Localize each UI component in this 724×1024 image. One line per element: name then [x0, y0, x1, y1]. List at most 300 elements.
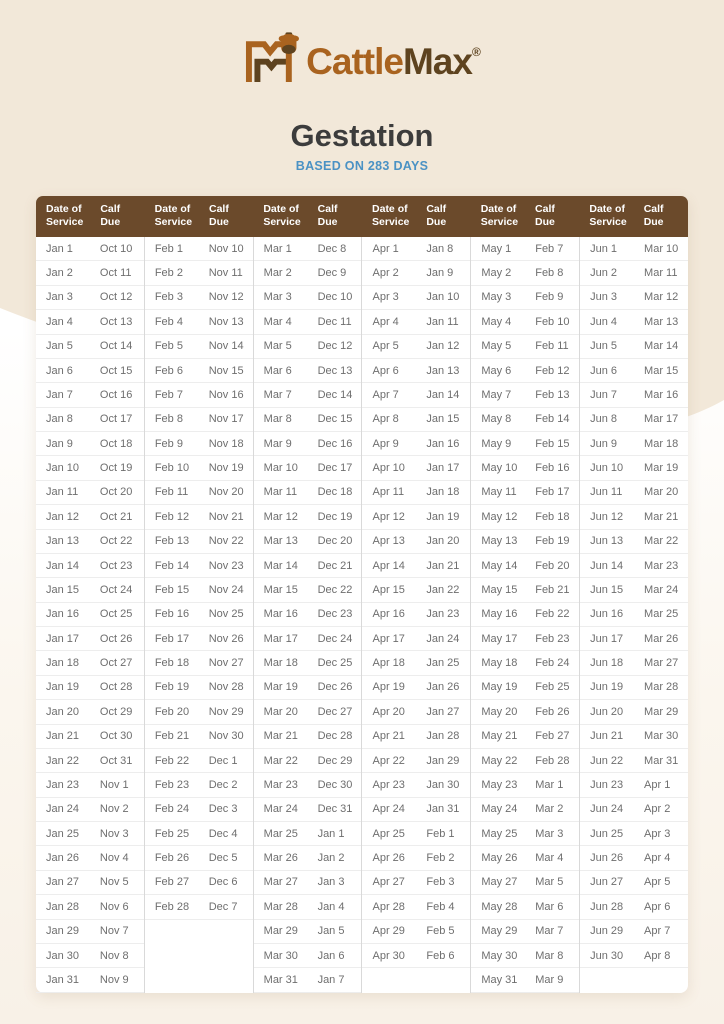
- table-row: [254, 383, 362, 407]
- table-row: [36, 335, 144, 359]
- service-date-cell: May 27: [481, 876, 518, 889]
- service-date-cell: Feb 26: [154, 852, 190, 865]
- table-row: [145, 725, 253, 749]
- service-date-cell: Jan 23: [46, 778, 80, 791]
- due-date-cell: Mar 22: [644, 535, 679, 548]
- column-header-calf-due: Calf Due: [100, 203, 121, 229]
- service-date-cell: Apr 5: [372, 340, 399, 353]
- table-row: [362, 895, 470, 919]
- service-date-cell: Jun 25: [590, 827, 624, 840]
- service-date-cell: May 7: [481, 388, 512, 401]
- service-date-cell: Jan 24: [46, 803, 80, 816]
- due-date-cell: Jan 31: [426, 803, 460, 816]
- cow-icon: [243, 32, 299, 82]
- table-row: [471, 237, 579, 261]
- service-date-cell: Feb 17: [154, 632, 190, 645]
- table-row: [580, 237, 688, 261]
- table-row: [471, 920, 579, 944]
- service-date-cell: Jan 3: [46, 291, 73, 304]
- due-date-cell: Apr 7: [644, 925, 671, 938]
- table-row: [36, 603, 144, 627]
- due-date-cell: Dec 18: [317, 486, 353, 499]
- service-date-cell: Mar 12: [263, 510, 298, 523]
- table-row: [145, 651, 253, 675]
- due-date-cell: Jan 30: [426, 778, 460, 791]
- due-date-cell: Feb 26: [535, 705, 570, 718]
- header-group-april: [362, 196, 471, 237]
- due-date-cell: Jan 2: [317, 852, 345, 865]
- service-date-cell: May 21: [481, 730, 518, 743]
- table-row: [254, 456, 362, 480]
- due-date-cell: Oct 15: [99, 364, 133, 377]
- table-row: [362, 773, 470, 797]
- table-row: [36, 920, 144, 944]
- service-date-cell: Feb 5: [154, 340, 183, 353]
- table-row: [36, 530, 144, 554]
- table-row: [36, 408, 144, 432]
- table-row: [362, 700, 470, 724]
- due-date-cell: Jan 12: [426, 340, 460, 353]
- due-date-cell: Jan 13: [426, 364, 460, 377]
- service-date-cell: Jan 30: [46, 949, 80, 962]
- service-date-cell: May 23: [481, 778, 518, 791]
- due-date-cell: Mar 20: [644, 486, 679, 499]
- table-row: [145, 237, 253, 261]
- service-date-cell: Feb 11: [154, 486, 189, 499]
- due-date-cell: Feb 17: [535, 486, 570, 499]
- service-date-cell: Jun 17: [590, 632, 624, 645]
- service-date-cell: Mar 2: [263, 267, 292, 280]
- table-row: [580, 676, 688, 700]
- due-date-cell: Mar 24: [644, 583, 679, 596]
- service-date-cell: Feb 21: [154, 730, 190, 743]
- service-date-cell: Feb 6: [154, 364, 183, 377]
- service-date-cell: Feb 23: [154, 778, 190, 791]
- service-date-cell: Mar 9: [263, 437, 292, 450]
- column-header-calf-due: Calf Due: [643, 203, 664, 229]
- due-date-cell: Oct 17: [99, 413, 133, 426]
- due-date-cell: Jan 8: [426, 242, 454, 255]
- due-date-cell: Oct 25: [99, 608, 133, 621]
- service-date-cell: Mar 1: [263, 242, 292, 255]
- service-date-cell: Mar 23: [263, 778, 298, 791]
- due-date-cell: Mar 30: [644, 730, 679, 743]
- due-date-cell: Jan 29: [426, 754, 460, 767]
- table-row: [254, 725, 362, 749]
- service-date-cell: Jan 14: [46, 559, 80, 572]
- column-header-calf-due: Calf Due: [209, 203, 229, 229]
- service-date-cell: Apr 19: [372, 681, 405, 694]
- brand-logo: [243, 30, 481, 82]
- table-row: [36, 456, 144, 480]
- service-date-cell: Jun 20: [590, 705, 624, 718]
- table-row: [580, 749, 688, 773]
- due-date-cell: Dec 29: [317, 754, 353, 767]
- service-date-cell: Jun 24: [590, 803, 624, 816]
- service-date-cell: Jan 17: [46, 632, 80, 645]
- service-date-cell: Mar 26: [263, 852, 298, 865]
- due-date-cell: Dec 12: [317, 340, 353, 353]
- table-row: [580, 773, 688, 797]
- table-row: [362, 530, 470, 554]
- table-row: [254, 554, 362, 578]
- due-date-cell: Nov 15: [208, 364, 244, 377]
- table-row: [471, 895, 579, 919]
- table-row: [36, 578, 144, 602]
- due-date-cell: Dec 10: [317, 291, 353, 304]
- table-row: [254, 432, 362, 456]
- service-date-cell: Apr 7: [372, 388, 399, 401]
- table-row: [362, 822, 470, 846]
- month-group-february: [144, 237, 253, 993]
- due-date-cell: Jan 15: [426, 413, 460, 426]
- due-date-cell: Mar 12: [644, 291, 679, 304]
- table-row: [471, 530, 579, 554]
- service-date-cell: Jan 4: [46, 315, 73, 328]
- due-date-cell: Dec 6: [208, 876, 238, 889]
- due-date-cell: Jan 24: [426, 632, 460, 645]
- service-date-cell: Mar 30: [263, 949, 298, 962]
- service-date-cell: Jan 27: [46, 876, 80, 889]
- service-date-cell: May 6: [481, 364, 512, 377]
- table-row: [36, 798, 144, 822]
- service-date-cell: May 1: [481, 242, 512, 255]
- due-date-cell: Nov 2: [99, 803, 129, 816]
- table-row: [145, 603, 253, 627]
- due-date-cell: Oct 30: [99, 730, 133, 743]
- table-row: [254, 798, 362, 822]
- table-row: [580, 359, 688, 383]
- table-row: [580, 310, 688, 334]
- service-date-cell: May 28: [481, 900, 518, 913]
- due-date-cell: Oct 10: [99, 242, 133, 255]
- brand-name-max: Max: [402, 41, 472, 82]
- service-date-cell: Jun 13: [590, 535, 624, 548]
- table-row: [36, 725, 144, 749]
- due-date-cell: Dec 20: [317, 535, 353, 548]
- due-date-cell: Mar 28: [644, 681, 679, 694]
- table-row: [362, 676, 470, 700]
- service-date-cell: Jun 29: [590, 925, 624, 938]
- service-date-cell: May 9: [481, 437, 512, 450]
- table-row: [362, 725, 470, 749]
- due-date-cell: Feb 27: [535, 730, 570, 743]
- due-date-cell: Dec 3: [208, 803, 238, 816]
- due-date-cell: Feb 12: [535, 364, 570, 377]
- service-date-cell: Jan 22: [46, 754, 80, 767]
- service-date-cell: May 2: [481, 267, 512, 280]
- table-row: [580, 505, 688, 529]
- table-row: [254, 871, 362, 895]
- due-date-cell: Mar 4: [535, 852, 564, 865]
- due-date-cell: Mar 29: [644, 705, 679, 718]
- table-row: [471, 871, 579, 895]
- due-date-cell: Dec 28: [317, 730, 353, 743]
- due-date-cell: Oct 28: [99, 681, 133, 694]
- due-date-cell: Mar 8: [535, 949, 564, 962]
- due-date-cell: Nov 6: [99, 900, 129, 913]
- due-date-cell: Nov 5: [99, 876, 129, 889]
- due-date-cell: Dec 14: [317, 388, 353, 401]
- month-group-january: [36, 237, 144, 993]
- table-row: [471, 335, 579, 359]
- due-date-cell: Jan 3: [317, 876, 345, 889]
- column-header-date-of-service: Date of Service: [372, 203, 410, 229]
- table-row: [471, 554, 579, 578]
- due-date-cell: Nov 3: [99, 827, 129, 840]
- due-date-cell: Feb 25: [535, 681, 570, 694]
- table-row: [362, 286, 470, 310]
- due-date-cell: Dec 25: [317, 657, 353, 670]
- due-date-cell: Apr 2: [644, 803, 671, 816]
- due-date-cell: Mar 18: [644, 437, 679, 450]
- table-row: [580, 286, 688, 310]
- table-row: [145, 846, 253, 870]
- due-date-cell: Nov 22: [208, 535, 244, 548]
- service-date-cell: Feb 13: [154, 535, 190, 548]
- service-date-cell: May 30: [481, 949, 518, 962]
- due-date-cell: Nov 1: [99, 778, 129, 791]
- due-date-cell: Oct 13: [99, 315, 133, 328]
- table-row: [254, 603, 362, 627]
- table-row: [36, 773, 144, 797]
- table-row: [254, 359, 362, 383]
- table-row: [145, 627, 253, 651]
- due-date-cell: Feb 8: [535, 267, 564, 280]
- due-date-cell: Oct 11: [99, 267, 132, 280]
- table-row: [580, 944, 688, 968]
- due-date-cell: Mar 3: [535, 827, 564, 840]
- table-row: [362, 554, 470, 578]
- service-date-cell: Apr 20: [372, 705, 405, 718]
- table-row: [254, 773, 362, 797]
- due-date-cell: Mar 31: [644, 754, 679, 767]
- table-row: [145, 578, 253, 602]
- month-group-june: [579, 237, 688, 993]
- service-date-cell: Apr 8: [372, 413, 399, 426]
- column-header-date-of-service: Date of Service: [589, 203, 627, 229]
- service-date-cell: May 22: [481, 754, 518, 767]
- due-date-cell: Feb 24: [535, 657, 570, 670]
- due-date-cell: Mar 1: [535, 778, 564, 791]
- due-date-cell: Feb 2: [426, 852, 455, 865]
- service-date-cell: Mar 20: [263, 705, 298, 718]
- service-date-cell: Mar 7: [263, 388, 292, 401]
- service-date-cell: Jan 12: [46, 510, 80, 523]
- service-date-cell: Feb 7: [154, 388, 183, 401]
- due-date-cell: Jan 19: [426, 510, 460, 523]
- table-row: [362, 261, 470, 285]
- table-row: [471, 968, 579, 992]
- due-date-cell: Jan 4: [317, 900, 345, 913]
- due-date-cell: Nov 21: [208, 510, 244, 523]
- service-date-cell: Feb 2: [154, 267, 183, 280]
- service-date-cell: May 20: [481, 705, 518, 718]
- service-date-cell: Apr 1: [372, 242, 399, 255]
- due-date-cell: Oct 23: [99, 559, 133, 572]
- table-row: [145, 822, 253, 846]
- table-row: [362, 237, 470, 261]
- header-group-march: [253, 196, 362, 237]
- service-date-cell: Apr 27: [372, 876, 405, 889]
- due-date-cell: Feb 15: [535, 437, 570, 450]
- table-row: [362, 481, 470, 505]
- due-date-cell: Jan 17: [426, 462, 460, 475]
- table-row: [471, 432, 579, 456]
- service-date-cell: Feb 10: [154, 462, 190, 475]
- service-date-cell: Feb 8: [154, 413, 183, 426]
- due-date-cell: Nov 8: [99, 949, 129, 962]
- table-row: [471, 725, 579, 749]
- due-date-cell: Feb 9: [535, 291, 564, 304]
- service-date-cell: Feb 19: [154, 681, 190, 694]
- service-date-cell: Apr 25: [372, 827, 405, 840]
- service-date-cell: Apr 3: [372, 291, 399, 304]
- service-date-cell: Jan 8: [46, 413, 73, 426]
- table-row: [36, 871, 144, 895]
- service-date-cell: May 17: [481, 632, 518, 645]
- table-row: [471, 359, 579, 383]
- column-header-date-of-service: Date of Service: [480, 203, 519, 229]
- table-row: [145, 286, 253, 310]
- table-row: [36, 261, 144, 285]
- due-date-cell: Dec 30: [317, 778, 353, 791]
- table-row: [471, 846, 579, 870]
- due-date-cell: Nov 4: [99, 852, 129, 865]
- table-row: [145, 261, 253, 285]
- table-row: [36, 359, 144, 383]
- service-date-cell: Feb 18: [154, 657, 190, 670]
- service-date-cell: Jun 15: [590, 583, 624, 596]
- service-date-cell: Apr 2: [372, 267, 399, 280]
- due-date-cell: Oct 16: [99, 388, 133, 401]
- table-row: [580, 432, 688, 456]
- table-row: [254, 286, 362, 310]
- due-date-cell: Feb 1: [426, 827, 455, 840]
- due-date-cell: Dec 23: [317, 608, 353, 621]
- service-date-cell: Mar 25: [263, 827, 298, 840]
- service-date-cell: Feb 12: [154, 510, 190, 523]
- due-date-cell: Dec 7: [208, 900, 238, 913]
- brand-wordmark: [306, 43, 481, 82]
- table-row: [36, 895, 144, 919]
- due-date-cell: Feb 22: [535, 608, 570, 621]
- table-row: [580, 335, 688, 359]
- due-date-cell: Mar 10: [644, 242, 679, 255]
- table-row: [145, 773, 253, 797]
- service-date-cell: May 25: [481, 827, 518, 840]
- due-date-cell: Nov 13: [208, 315, 244, 328]
- service-date-cell: Feb 16: [154, 608, 190, 621]
- table-row: [362, 944, 470, 968]
- service-date-cell: Jan 18: [46, 657, 80, 670]
- due-date-cell: Apr 3: [644, 827, 671, 840]
- table-row: [254, 822, 362, 846]
- table-row: [36, 286, 144, 310]
- service-date-cell: Jan 2: [46, 267, 73, 280]
- table-row: [254, 335, 362, 359]
- service-date-cell: Jun 30: [590, 949, 624, 962]
- table-row: [580, 261, 688, 285]
- table-row: [362, 505, 470, 529]
- due-date-cell: Mar 27: [644, 657, 679, 670]
- service-date-cell: Feb 14: [154, 559, 190, 572]
- service-date-cell: Jun 23: [590, 778, 624, 791]
- table-row: [471, 944, 579, 968]
- table-row: [254, 481, 362, 505]
- due-date-cell: Mar 13: [644, 315, 679, 328]
- service-date-cell: May 19: [481, 681, 518, 694]
- table-row: [254, 408, 362, 432]
- due-date-cell: Nov 17: [208, 413, 244, 426]
- service-date-cell: Jun 11: [590, 486, 623, 499]
- service-date-cell: Apr 28: [372, 900, 405, 913]
- due-date-cell: Dec 5: [208, 852, 238, 865]
- service-date-cell: Feb 15: [154, 583, 190, 596]
- service-date-cell: Jan 16: [46, 608, 80, 621]
- due-date-cell: Apr 1: [644, 778, 671, 791]
- table-row: [580, 846, 688, 870]
- due-date-cell: Mar 16: [644, 388, 679, 401]
- service-date-cell: Mar 15: [263, 583, 298, 596]
- due-date-cell: Oct 19: [99, 462, 133, 475]
- due-date-cell: Jan 11: [426, 315, 459, 328]
- table-row: [580, 383, 688, 407]
- table-row: [36, 383, 144, 407]
- due-date-cell: Mar 5: [535, 876, 564, 889]
- service-date-cell: Jun 27: [590, 876, 624, 889]
- service-date-cell: Mar 31: [263, 973, 298, 986]
- column-header-calf-due: Calf Due: [317, 203, 338, 229]
- due-date-cell: Jan 18: [426, 486, 460, 499]
- service-date-cell: May 12: [481, 510, 518, 523]
- due-date-cell: Nov 10: [208, 242, 244, 255]
- due-date-cell: Nov 12: [208, 291, 244, 304]
- service-date-cell: May 10: [481, 462, 518, 475]
- service-date-cell: Apr 22: [372, 754, 405, 767]
- due-date-cell: Mar 17: [644, 413, 679, 426]
- service-date-cell: Jun 18: [590, 657, 624, 670]
- table-row: [362, 578, 470, 602]
- table-row: [254, 237, 362, 261]
- due-date-cell: Feb 4: [426, 900, 455, 913]
- due-date-cell: Oct 29: [99, 705, 133, 718]
- due-date-cell: Feb 6: [426, 949, 455, 962]
- due-date-cell: Dec 8: [317, 242, 347, 255]
- service-date-cell: May 4: [481, 315, 512, 328]
- due-date-cell: Mar 23: [644, 559, 679, 572]
- service-date-cell: Jan 26: [46, 852, 80, 865]
- table-row: [254, 530, 362, 554]
- service-date-cell: Apr 17: [372, 632, 405, 645]
- service-date-cell: Feb 27: [154, 876, 190, 889]
- table-row: [471, 603, 579, 627]
- due-date-cell: Dec 19: [317, 510, 353, 523]
- service-date-cell: Mar 11: [263, 486, 298, 499]
- service-date-cell: Jan 7: [46, 388, 73, 401]
- service-date-cell: Jun 10: [590, 462, 624, 475]
- service-date-cell: May 5: [481, 340, 512, 353]
- service-date-cell: Jun 16: [590, 608, 624, 621]
- service-date-cell: May 26: [481, 852, 518, 865]
- table-row: [471, 700, 579, 724]
- column-header-date-of-service: Date of Service: [154, 203, 193, 229]
- service-date-cell: Apr 4: [372, 315, 399, 328]
- due-date-cell: Dec 15: [317, 413, 353, 426]
- table-row: [145, 530, 253, 554]
- table-row: [254, 651, 362, 675]
- service-date-cell: Jan 5: [46, 340, 73, 353]
